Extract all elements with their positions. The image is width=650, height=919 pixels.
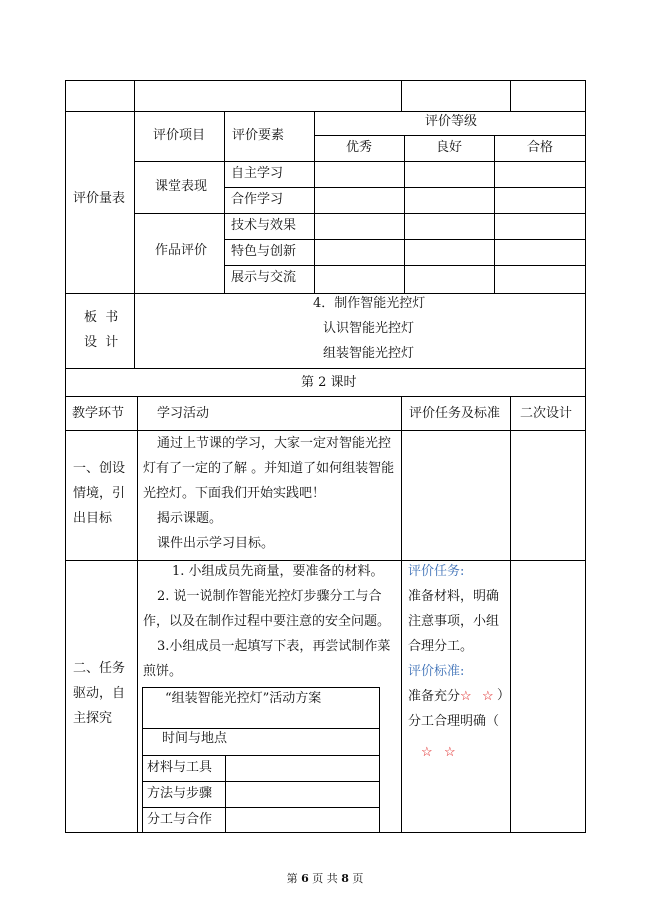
row1-activity-5: 课件出示学习目标。 [157,536,275,551]
element-presentation: 展示与交流 [231,270,297,285]
row2-activity-5: 煎饼。 [143,664,183,679]
header-criteria: 评价任务及标准 [409,406,501,421]
row2-activity-1: 1. 小组成员先商量，要准备的材料。 [172,564,384,579]
col-eval-grade: 评价等级 [425,114,478,129]
criteria-standard-label: 评价标准: [408,664,465,679]
row1-stage-3: 出目标 [73,511,113,526]
plan-row-division: 分工与合作 [147,812,213,827]
grade-excellent: 优秀 [346,140,373,155]
grade-good: 良好 [436,140,463,155]
plan-row-materials: 材料与工具 [147,760,213,775]
star-icon: ☆ [460,689,472,704]
row2-activity-4: 3.小组成员一起填写下表，再尝试制作菜 [157,639,391,654]
row2-stage-3: 主探究 [73,711,113,726]
criteria-standard-1-close: ） [497,688,511,703]
element-cooperation: 合作学习 [231,192,284,207]
star-icon: ☆ [421,745,433,760]
criteria-standard-1: 准备充分 [408,689,461,704]
criteria-task-2: 注意事项，小组 [408,614,500,629]
row2-stage-1: 二、任务 [73,661,126,676]
element-innovation: 特色与创新 [231,244,297,259]
row1-stage-2: 情境，引 [73,486,126,501]
row1-activity-4: 揭示课题。 [157,511,223,526]
header-activity: 学习活动 [157,406,210,421]
page-footer [0,870,650,886]
element-self-study: 自主学习 [231,166,284,181]
lesson-title: 第 2 课时 [301,375,357,390]
col-eval-element: 评价要素 [232,128,285,143]
star-icon: ☆ [482,689,494,704]
row1-activity-1: 通过上节课的学习，大家一定对智能光控 [157,436,392,451]
footer-total-pages: 8 [341,872,349,885]
grade-pass: 合格 [527,140,554,155]
criteria-task-label: 评价任务: [408,564,465,579]
criteria-standard-2: 分工合理明确（ [408,714,500,729]
header-second-design: 二次设计 [520,406,573,421]
plan-row-methods: 方法与步骤 [147,786,213,801]
board-line-3: 组装智能光控灯 [323,346,415,361]
criteria-task-3: 合理分工。 [408,639,474,654]
row2-activity-2: 2. 说一说制作智能光控灯步骤分工与合 [157,589,382,604]
group-works: 作品评价 [155,243,208,258]
footer-post: 页 [352,872,364,885]
star-icon: ☆ [444,745,456,760]
row1-stage-1: 一、创设 [73,461,126,476]
row2-activity-3: 作，以及在制作过程中要注意的安全问题。 [143,614,391,629]
eval-section-label: 评价量表 [73,191,126,206]
footer-page-number: 6 [301,872,309,885]
board-label-2: 设 计 [84,335,119,350]
footer-mid: 页 共 [312,872,338,885]
element-technique: 技术与效果 [231,218,297,233]
row1-activity-2: 灯有了一定的了解 。并知道了如何组装智能 [143,461,395,476]
row2-stage-2: 驱动，自 [73,686,126,701]
header-stage: 教学环节 [72,406,125,421]
footer-pre: 第 [286,872,298,885]
board-line-1: 4．制作智能光控灯 [313,296,426,311]
board-label-1: 板 书 [84,310,119,325]
criteria-task-1: 准备材料，明确 [408,589,500,604]
group-classroom: 课堂表现 [155,179,208,194]
row1-activity-3: 光控灯。下面我们开始实践吧！ [143,486,326,501]
plan-row-time-place: 时间与地点 [162,731,228,746]
col-eval-item: 评价项目 [153,128,206,143]
board-line-2: 认识智能光控灯 [323,321,415,336]
plan-table-title: “组装智能光控灯”活动方案 [165,691,322,706]
